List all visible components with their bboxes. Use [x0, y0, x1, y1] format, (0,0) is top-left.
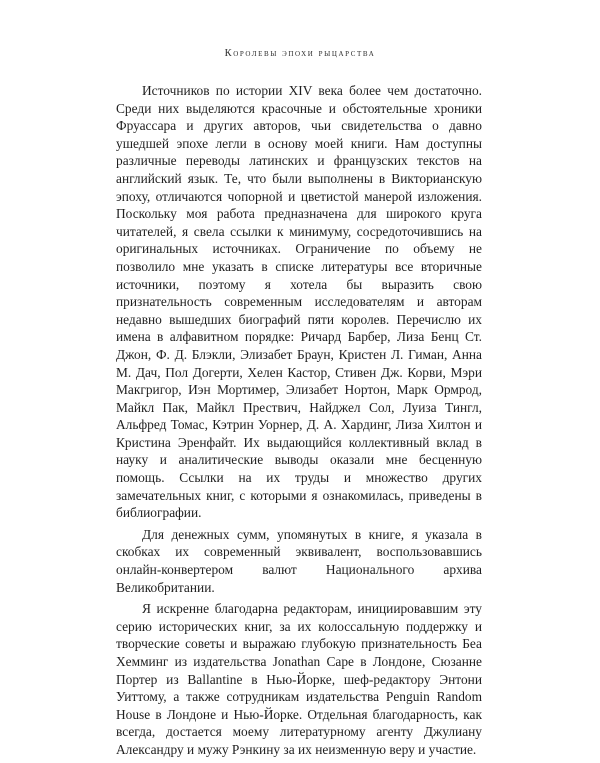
running-head: Королевы эпохи рыцарства: [224, 48, 376, 59]
paragraph-sources: Источников по истории XIV века более чем достаточно. Среди них выделяются красочные и обстоятельные хроники Фруассара и других авторов, чьи свидетельства о давно ушедшей эпохе легли в основу моей книги. Нам доступны различные переводы латинских и французских текстов на английский язык. Те, что были выполнены в Викторианскую эпоху, отличаются чопорной и цветистой манерой изложения. Поскольку моя работа предназначена для широкого круга читателей, я свела ссылки к минимуму, сосредоточившись на оригинальных источниках. Ограничение по объему не позволило мне указать в списке литературы все вторичные источники, поэтому я хотела бы выразить свою признательность современным исследователям и авторам недавно вышедших биографий пяти королев. Перечислю их имена в алфавитном порядке: Ричард Барбер, Лиза Бенц Ст. Джон, Ф. Д. Блэкли, Элизабет Браун, Кристен Л. Гиман, Анна М. Дач, Пол Догерти, Хелен Кастор, Стивен Дж. Корви, Мэри Макгригор, Иэн Мортимер, Элизабет Нортон, Марк Ормрод, Майкл Пак, Майкл Прествич, Найджел Сол, Луиза Тингл, Альфред Томас, Кэтрин Уорнер, Д. А. Хардинг, Лиза Хилтон и Кристина Эренфайт. Их выдающийся коллективный вклад в науку и аналитические выводы оказали мне бесценную помощь. Ссылки на их труды и множество других замечательных книг, с которыми я ознакомилась, приведены в библиографии.: [116, 83, 482, 521]
body-text: [116, 82, 482, 763]
paragraph-currency: Для денежных сумм, упомянутых в книге, я указала в скобках их современный эквивалент, воспользовавшись онлайн-конвертером валют Национального архива Великобритании.: [116, 526, 482, 595]
paragraph-acknowledgements: Я искренне благодарна редакторам, инициировавшим эту серию исторических книг, за их колоссальную поддержку и творческие советы и выражаю глубокую признательность Беа Хемминг из издательства Jonathan Cape в Лондоне, Сюзанне Портер из Ballantine в Нью-Йорке, шеф-редактору Энтони Уиттому, а также сотрудникам издательства Penguin Random House в Лондоне и Нью-Йорке. Отдельная благодарность, как всегда, достается моему литературному агенту Джулиану Александру и мужу Рэнкину за их неизменную веру и участие.: [116, 601, 482, 757]
